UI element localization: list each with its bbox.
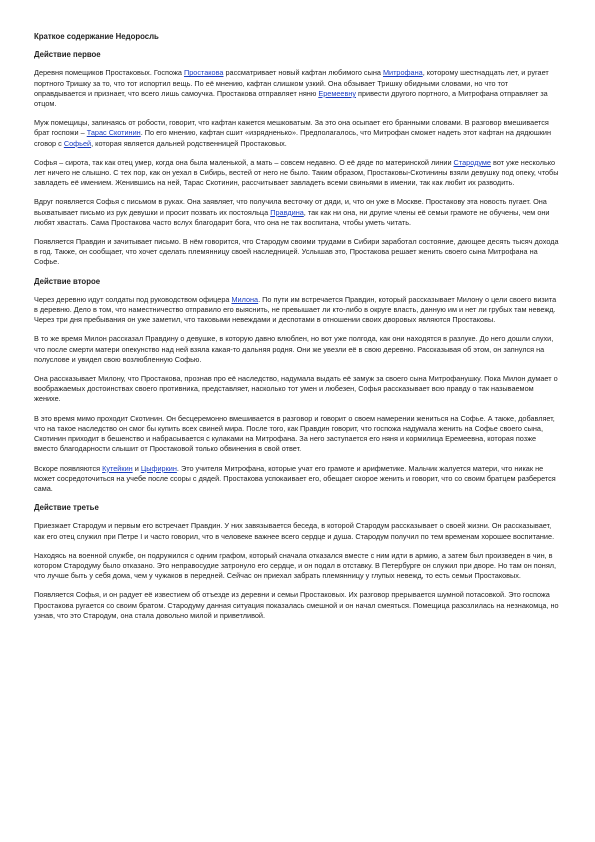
character-link[interactable]: Кутейкин <box>102 463 133 473</box>
paragraph <box>34 197 561 228</box>
paragraph <box>34 158 561 189</box>
paragraph-text: Вдруг появляется Софья с письмом в руках. Она заявляет, что получила весточку от дяди, и, что он уже в Москве. Простакову эта новость пугает. Она выхватывает письмо из рук девушки и просит позвать их постояльца <box>34 197 547 217</box>
paragraph-text: Появляется Правдин и зачитывает письмо. В нём говорится, что Стародум своими трудами в Сибири заработал состояние, дающее десять тысяч дохода в год. Также, он сообщает, что хочет сделать племянницу своей наследницей. Услышав это, Простакова решает женить своего сына Митрофана на Софье. <box>34 237 559 267</box>
paragraph-text: Она рассказывает Милону, что Простакова, прознав про её наследство, надумала выдать её замуж за своего сына Митрофанушку. Пока Милон думает о воображаемых достоинствах своего противника, представляет, насколько тот умен и любезен, Софья рассказывает всю правду о так называемом женихе. <box>34 374 558 404</box>
paragraph-text: Появляется Софья, и он радует её известием об отъезде из деревни и семьи Простаковых. Их разговор прерывается шумной потасовкой. Это госпожа Простакова ругается со своим братом. Стародуму данная ситуация показалась смешной и он начал смеяться. Помещица разозлилась на незнакомца, но узнав, что это Стародум, она стала довольно милой и приветливой. <box>34 590 559 620</box>
paragraph-text: . По его мнению, кафтан сшит «изрядненько». Предполагалось, что Митрофан сможет надеть этот кафтан на дядюшкин сговор с <box>34 128 552 148</box>
paragraph-text: привести другого портного, а Митрофана отправляет за отцом. <box>34 88 548 109</box>
document-body <box>34 50 561 621</box>
character-link[interactable]: Цыфиркин <box>140 463 177 473</box>
character-link[interactable]: Митрофана <box>382 68 423 78</box>
character-link[interactable]: Еремеевну <box>318 88 357 98</box>
paragraph <box>34 551 561 582</box>
paragraph-text: В это время мимо проходит Скотинин. Он бесцеремонно вмешивается в разговор и говорит о своем намерении жениться на Софье. А также, добавляет, что на такое наследство он смог бы купить всех свиней мира. После того, как Правдин говорит, что госпожа надумала женить на Софье своего сына, Скотинин приходит в бешенство и набрасывается с кулаками на Митрофана. За него заступается его няня и кормилица Еремеевна, которая позже вместо благодарности слышит от Простаковой только обвинения в свой ответ. <box>34 413 555 454</box>
paragraph-text: , которая является дальней родственницей Простаковых. <box>91 138 287 148</box>
paragraph <box>34 237 561 268</box>
paragraph <box>34 374 561 405</box>
paragraph-text: Вскоре появляются <box>34 463 103 473</box>
paragraph <box>34 295 561 326</box>
paragraph-text: Муж помещицы, запинаясь от робости, говорит, что кафтан кажется мешковатым. За это она осыпает его бранными словами. В разговор вмешивается брат госпожи – <box>34 118 549 138</box>
character-link[interactable]: Стародуме <box>453 157 491 167</box>
paragraph-text: В то же время Милон рассказал Правдину о девушке, в которую давно влюблен, но вот уже полгода, как они находятся в разлуке. До него дошли слухи, что после смерти матери опекунство над ней взяла какая-то дальняя родня. Они же увезли её в свою деревню. Рассказывая об этом, он запнулся на полуслове и увидел свою возлюбленную Софью. <box>34 334 554 364</box>
paragraph-text: вот уже несколько лет ничего не слышно. С тех пор, как он уехал в Сибирь, вестей от него не было. Таким образом, Простаковы-Скотинины взяли девушку под опеку, чтобы завладеть её имением. Женившись на ней, Тарас Скотинин, рассчитывает завладеть всеми свиньями в имении, так как любит их разводить. <box>34 157 559 188</box>
character-link[interactable]: Милона <box>231 294 259 304</box>
character-link[interactable]: Тарас Скотинин <box>86 128 141 138</box>
paragraph <box>34 334 561 365</box>
paragraph <box>34 118 561 149</box>
paragraph-text: . По пути им встречается Правдин, который рассказывает Милону о цели своего визита в деревню. Дело в том, что наместничество отправило его выяснить, не превышает ли кто-либо в округе власть, данную им и нет ли грубых там невежд. Через три дня пребывания он уже заметил, что таковыми невеждами и деспотами в отношении своих дворовых являются Простаковы. <box>34 294 557 325</box>
section-heading: Действие второе <box>34 276 101 286</box>
section-heading: Действие первое <box>34 50 101 60</box>
paragraph-text: Находясь на военной службе, он подружился с одним графом, который сначала отказался вместе с ним идти в армию, а затем был произведен в чин, в котором Стародуму было отказано. Это неправосудие затронуло его сердце, и он подал в отставку. В Петербурге он служил при дворе. Но там он понял, что лучше быть у себя дома, чем у чужаков в передней. Сейчас он приехал забрать племянницу у глупых невежд, то есть семьи Простаковых. <box>34 550 557 581</box>
paragraph-text: Деревня помещиков Простаковых. Госпожа <box>34 68 184 78</box>
paragraph <box>34 590 561 621</box>
paragraph-text: , так как ни она, ни другие члены её семьи грамоте не обучены, чем они любят хвастать. Сама Простакова часто вслух благодарит бога, что она не так воспитана, чтобы уметь читать. <box>34 207 550 227</box>
paragraph-text: Приезжает Стародум и первым его встречает Правдин. У них завязывается беседа, в которой Стародум рассказывает о своей жизни. Он рассказывает, как его отец служил при Петре I и часто говорил, что в человеке важнее всего сердце и душа. Стародум получил по тем временам хорошее воспитание. <box>34 521 555 541</box>
paragraph-text: . Это учителя Митрофана, которые учат его грамоте и арифметике. Мальчик жалуется матери, что никак не может сосредоточиться на учебе после ссоры с дядей. Простакова успокаивает его, обещает скорое женить и говорит, что со своим братцем разберется сама. <box>34 463 556 493</box>
character-link[interactable]: Правдина <box>270 207 304 217</box>
paragraph <box>34 521 561 541</box>
paragraph-text: и <box>132 463 141 473</box>
paragraph-text: Через деревню идут солдаты под руководством офицера <box>34 294 232 304</box>
paragraph <box>34 464 561 495</box>
document-title: Краткое содержание Недоросль <box>34 32 159 41</box>
paragraph-text: , которому шестнадцать лет, и ругает портного Тришку за то, что тот испортил вещь. По её мнению, кафтан слишком узкий. Она обзывает Тришку обидными словами, но что тот оправдывается и признает, что всего лишь самоучка. Простакова отправляет няню <box>34 68 549 98</box>
character-link[interactable]: Софьей <box>63 138 92 148</box>
character-link[interactable]: Простакова <box>183 68 224 78</box>
paragraph-text: Софья – сирота, так как отец умер, когда она была маленькой, а мать – совсем недавно. О её дяде по материнской линии <box>34 157 454 167</box>
section-heading: Действие третье <box>34 503 99 513</box>
paragraph-text: рассматривает новый кафтан любимого сына <box>223 68 383 78</box>
paragraph <box>34 414 561 455</box>
paragraph <box>34 68 561 109</box>
